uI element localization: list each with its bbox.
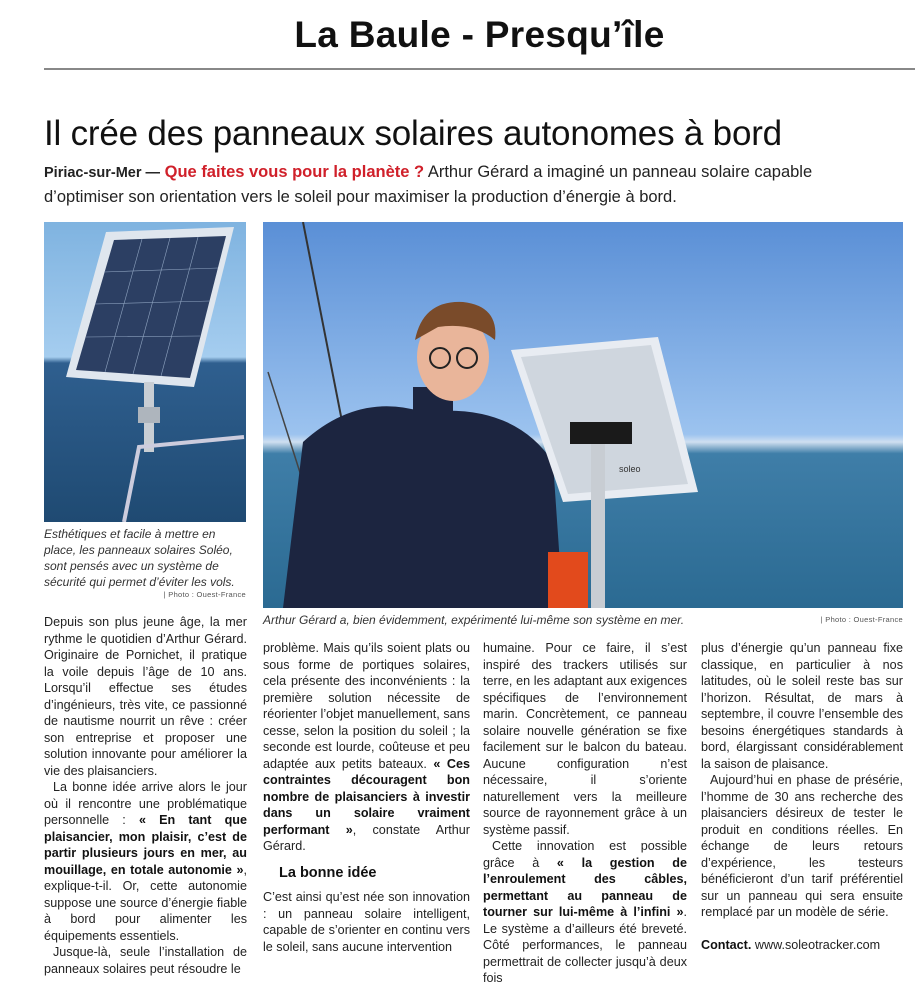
text: , constate Arthur Gérard. [263, 822, 470, 853]
contact-label: Contact. [701, 937, 752, 952]
standfirst [44, 160, 844, 209]
rubric-question: Que faites vous pour la planète ? [164, 163, 425, 181]
contact-url: www.soleotracker.com [754, 937, 881, 952]
article-column-4 [701, 640, 903, 953]
paragraph [44, 779, 247, 944]
solar-panel-illustration [44, 222, 246, 522]
text: Cette innovation est possible grâce à [483, 839, 687, 870]
text: La bonne idée arrive alors le jour où il rencontre une problématique personnelle : [44, 780, 247, 827]
contact-line [701, 937, 903, 954]
paragraph: Aujourd’hui en phase de présérie, l’homme de 30 ans recherche des plaisanciers désireux de tester le produit en conditions réelles. En échange de leurs retours d’expérience, les testeurs bénéficieront d’un tarif préférentiel sur un panneau qui sera ensuite remplacé par un modèle de série. [701, 773, 903, 919]
paragraph: humaine. Pour ce faire, il s’est inspiré des trackers utilisés sur terre, en les adaptant aux exigences spécifiques de l’environnement marin. Concrètement, ce panneau solaire nouvelle génération se fixe facilement sur le balcon du bateau. Aucune configuration n’est nécessaire, il s’oriente naturellement vers la meilleure source de rayonnement grâce à un système passif. [483, 641, 687, 837]
photo-arthur-gerard [263, 222, 903, 608]
photo-caption: Esthétiques et facile à mettre en place, les panneaux solaires Soléo, sont pensés avec un système de sécurité qui permet d’éviter les vols. [44, 527, 235, 589]
article-column-2 [263, 640, 470, 955]
paragraph: Depuis son plus jeune âge, la mer rythme le quotidien d’Arthur Gérard. Originaire de Pornichet, il pratique la voile depuis l’âge de 10 ans. Lorsqu’il effectue ses études d’ingénieurs, très vite, ce passionné de nautisme nourrit un rêve : créer son entreprise et proposer une solution innovante pour améliorer la vie des plaisanciers. [44, 615, 247, 778]
section-title: La Baule - Presqu’île [294, 14, 665, 55]
text: , explique-t-il. Or, cette autonomie suppose une source d’énergie fiable à bord pour alimenter les équipements essentiels. [44, 862, 247, 943]
paragraph: C’est ainsi qu’est née son innovation : un panneau solaire intelligent, capable de s’orienter en continu vers le soleil, sans aucune intervention [263, 890, 470, 954]
paragraph [483, 838, 687, 987]
text: . Le système a d’ailleurs été breveté. Côté performances, le panneau permettrait de collecter jusqu’à deux fois [483, 905, 687, 985]
quote: « En tant que plaisancier, mon plaisir, c’est de partir plusieurs jours en mer, au mouillage, en totale autonomie » [44, 813, 247, 877]
text: problème. Mais qu’ils soient plats ou sous forme de portiques solaires, cela présente des inconvénients : la première solution nécessite de réorienter l’objet manuellement, sans cesse, selon la position du soleil ; la seconde est lourde, coûteuse et peu adaptée aux petits bateaux. [263, 641, 470, 771]
paragraph: Jusque-là, seule l’installation de panneaux solaires peut résoudre le [44, 945, 247, 976]
sailor-and-panel-illustration [263, 222, 903, 608]
paragraph: plus d’énergie qu’un panneau fixe classique, en particulier à nos latitudes, où le soleil reste bas sur l’horizon. Résultat, de mars à septembre, il couvre l’ensemble des besoins énergétiques standards à bord, élargissant considérablement la saison de plaisance. [701, 641, 903, 771]
paragraph [263, 640, 470, 855]
photo-credit: | Photo : Ouest-France [163, 590, 246, 599]
article-column-3 [483, 640, 687, 987]
quote: « la gestion de l’enroulement des câbles, permettant au panneau de tourner sur lui-même à l’infini » [483, 855, 687, 919]
quote: « Ces contraintes découragent bon nombre de plaisanciers à investir dans un solaire vraiment performant » [263, 756, 470, 837]
article-column-1 [44, 614, 247, 977]
dateline: Piriac-sur-Mer — [44, 165, 161, 181]
photo-solar-panel [44, 222, 246, 522]
section-divider [44, 68, 915, 70]
photo-credit: | Photo : Ouest-France [820, 615, 903, 624]
panel-brand-label: soleo [619, 464, 641, 474]
standfirst-text: Arthur Gérard a imaginé un panneau solaire capable d’optimiser son orientation vers le soleil pour maximiser la production d’énergie à bord. [44, 163, 813, 206]
subheading: La bonne idée [279, 864, 377, 881]
photo-caption: Arthur Gérard a, bien évidemment, expérimenté lui-même son système en mer. [263, 613, 685, 627]
headline: Il crée des panneaux solaires autonomes à bord [44, 114, 782, 153]
